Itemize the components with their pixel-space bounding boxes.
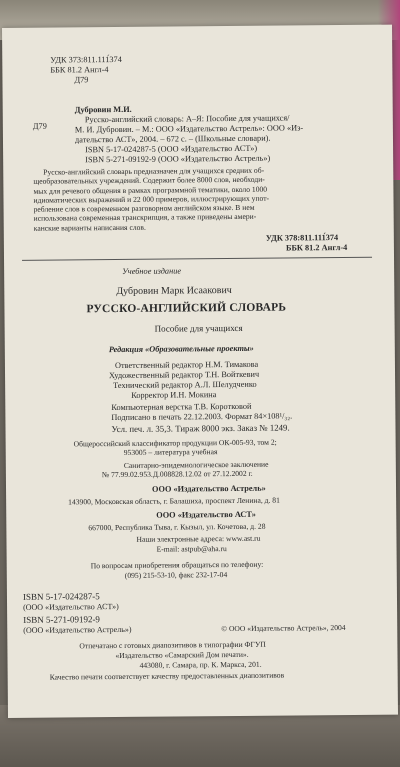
- entry-line-2: М. И. Дубровин. – М.: ООО «Издательство Астрель»: ООО «Из-: [74, 123, 304, 135]
- entry-mark-left: Д79: [32, 121, 47, 131]
- publisher-ast-name: ООО «Издательство АСТ»: [156, 509, 256, 520]
- credit-line: Ответственный редактор Н.М. Тимакова: [114, 359, 259, 371]
- publisher-astrel-address: 143900, Московская область, г. Балашиха, проспект Ленина, д. 81: [68, 495, 280, 507]
- credit-line: Компьютерная верстка Т.В. Коротковой: [111, 401, 252, 413]
- udk-right: УДК 378:811.111́374: [265, 233, 339, 243]
- publisher-astrel-name: ООО «Издательство Астрель»: [151, 483, 266, 494]
- classifier-line: Санитарно-эпидемиологическое заключение: [123, 459, 269, 470]
- purchase-line: По вопросам приобретения обращаться по телефону:: [90, 559, 264, 571]
- credit-line: Корректор И.Н. Мокина: [131, 390, 217, 400]
- author-mark: Д79: [74, 75, 89, 85]
- credit-line: Технический редактор А.Л. Шелудченко: [113, 379, 257, 391]
- description-line: щеобразовательных учреждений. Содержит более 8000 слов, необходи-: [33, 175, 265, 187]
- credit-line: Усл. печ. л. 35,3. Тираж 8000 экз. Заказ № 1249.: [111, 422, 290, 435]
- publisher-email: E-mail: astpub@aha.ru: [156, 544, 227, 554]
- printing-line: 443080, г. Самара, пр. К. Маркса, 201.: [139, 659, 262, 670]
- edition-title: РУССКО-АНГЛИЙСКИЙ СЛОВАРЬ: [86, 301, 287, 316]
- entry-line-3: дательство АСТ», 2004. – 672 с. – (Школьные словари).: [74, 133, 271, 145]
- credit-line: Художественный редактор Т.Н. Войткевич: [108, 369, 260, 381]
- publisher-ast-address: 667000, Республика Тыва, г. Кызыл, ул. Кочетова, д. 28: [88, 521, 266, 533]
- printing-line: «Издательство «Самарский Дом печати».: [115, 649, 249, 661]
- entry-isbn-1: ISBN 5-17-024287-5 (ООО «Издательство АСТ»): [85, 143, 258, 155]
- bbk-code: ББК 81.2 Англ-4: [50, 65, 109, 75]
- udk-code: УДК 373:811.111́374: [50, 54, 122, 65]
- entry-line-1: Русско-английский словарь: А–Я: Пособие для учащихся/: [84, 113, 290, 125]
- edition-type: Учебное издание: [122, 266, 182, 276]
- description-line: Русско-английский словарь предназначен для учащихся средних об-: [43, 165, 265, 177]
- edition-subtitle: Пособие для учащихся: [154, 322, 243, 334]
- description-line: канские варианты написания слов.: [33, 222, 146, 233]
- description-line: мых для речевого общения в рамках программной тематики, около 1000: [33, 184, 268, 196]
- isbn-astrel-publisher: (ООО «Издательство Астрель»): [23, 624, 132, 635]
- classifier-line: 953005 – литература учебная: [123, 447, 218, 457]
- description-line: использована современная транскрипция, а также приведены амери-: [33, 212, 257, 224]
- entry-author: Дубровин М.И.: [74, 104, 132, 115]
- divider: [22, 257, 372, 261]
- bbk-right: ББК 81.2 Англ-4: [285, 242, 348, 253]
- description-line: идиоматических выражений и 22 000 примеров, иллюстрирующих упот-: [33, 193, 270, 205]
- copyright: © ООО «Издательство Астрель», 2004: [221, 623, 346, 634]
- printing-line: Качество печати соответствует качеству предоставленных диапозитивов: [49, 670, 285, 682]
- isbn-ast-publisher: (ООО «Издательство АСТ»): [23, 602, 119, 612]
- entry-isbn-2: ISBN 5-271-09192-9 (ООО «Издательство Астрель»): [85, 153, 271, 165]
- classifier-line: № 77.99.02.953.Д.008828.12.02 от 27.12.2002 г.: [101, 468, 253, 480]
- isbn-astrel: ISBN 5-271-09192-9: [23, 614, 100, 625]
- publisher-web: Наши электронные адреса: www.ast.ru: [136, 533, 261, 544]
- printing-line: Отпечатано с готовых диапозитивов в типографии ФГУП: [79, 639, 266, 651]
- description: [33, 165, 369, 233]
- isbn-ast: ISBN 5-17-024287-5: [22, 591, 100, 602]
- edition-author: Дубровин Марк Исаакович: [116, 285, 232, 298]
- description-line: ребление слов в современном разговорном английском языке. В нем: [33, 202, 255, 214]
- editorial-office: Редакция «Образовательные проекты»: [108, 343, 254, 355]
- purchase-phone: (095) 215-53-10, факс 232-17-04: [124, 570, 228, 580]
- book-page: [2, 25, 398, 718]
- credit-line: Подписано в печать 22.12.2003. Формат 84×108¹/₃₂.: [111, 411, 293, 423]
- classifier-line: Общероссийский классификатор продукции ОК-005-93, том 2;: [73, 437, 277, 449]
